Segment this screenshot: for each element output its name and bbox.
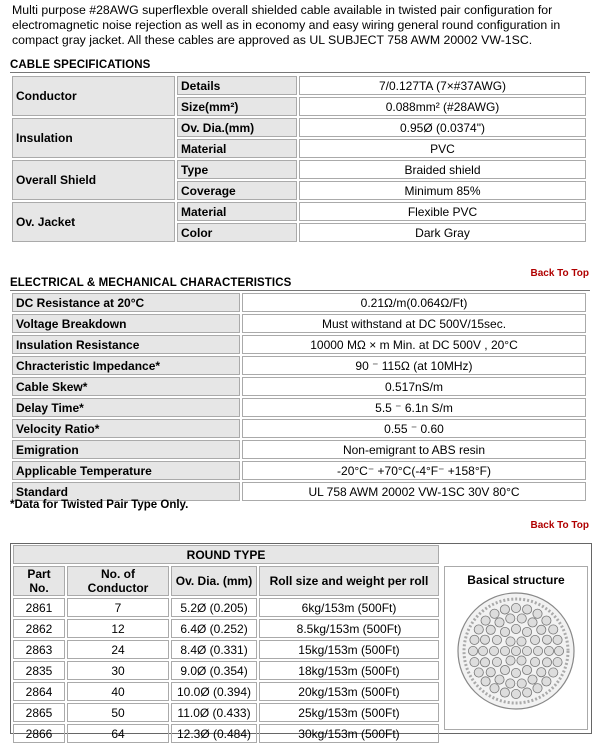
conductor-circle	[511, 603, 520, 612]
intro-text: Multi purpose #28AWG superflexble overall shielded cable available in twisted pair configuration for electromagnetic noise rejection as well as in economy and easy wiring general round configuration in compact gray jacket. All these cables are approved as UL SUBJECT 758 AWM 20002 VW-1SC.	[12, 3, 561, 47]
conductor-circle	[517, 679, 526, 688]
table-row	[13, 724, 439, 743]
column-header: Ov. Dia. (mm)	[171, 566, 257, 596]
conductor-circle	[486, 625, 495, 634]
characteristic-label: Cable Skew*	[12, 377, 240, 396]
conductor-circle	[522, 665, 531, 674]
conductor-circle	[542, 635, 551, 644]
table-row	[13, 640, 439, 659]
value-cell: 0.088mm² (#28AWG)	[299, 97, 586, 116]
table-row	[12, 419, 586, 438]
electrical-characteristics-table	[10, 291, 588, 503]
value-cell: Minimum 85%	[299, 181, 586, 200]
roll-size-cell: 8.5kg/153m (500Ft)	[259, 619, 439, 638]
conductor-circle	[522, 627, 531, 636]
sub-label: Material	[177, 202, 297, 221]
table-row	[13, 703, 439, 722]
value-cell: Braided shield	[299, 160, 586, 179]
section-divider	[10, 72, 590, 73]
conductor-circle	[511, 689, 520, 698]
conductor-circle	[486, 668, 495, 677]
table-row	[12, 440, 586, 459]
characteristic-value: Non-emigrant to ABS resin	[242, 440, 586, 459]
column-header: Part No.	[13, 566, 65, 596]
column-header: Roll size and weight per roll	[259, 566, 439, 596]
conductor-count-cell: 40	[67, 682, 169, 701]
conductor-circle	[523, 688, 532, 697]
characteristic-value: -20°C⁻ +70°C(-4°F⁻ +158°F)	[242, 461, 586, 480]
part-number-cell: 2835	[13, 661, 65, 680]
conductor-circle	[553, 658, 562, 667]
conductor-circle	[470, 658, 479, 667]
conductor-circle	[506, 637, 515, 646]
ov-dia-cell: 12.3Ø (0.484)	[171, 724, 257, 743]
table-row	[12, 76, 586, 95]
sub-label: Type	[177, 160, 297, 179]
conductor-circle	[517, 656, 526, 665]
conductor-circle	[511, 668, 520, 677]
sub-label: Material	[177, 139, 297, 158]
table-row	[12, 461, 586, 480]
round-type-title: ROUND TYPE	[13, 545, 439, 564]
ov-dia-cell: 9.0Ø (0.354)	[171, 661, 257, 680]
cable-cross-section-diagram	[445, 587, 587, 717]
conductor-count-cell: 30	[67, 661, 169, 680]
roll-size-cell: 6kg/153m (500Ft)	[259, 598, 439, 617]
conductor-circle	[553, 635, 562, 644]
ov-dia-cell: 5.2Ø (0.205)	[171, 598, 257, 617]
conductor-circle	[468, 646, 477, 655]
conductor-circle	[537, 625, 546, 634]
conductor-circle	[495, 618, 504, 627]
conductor-count-cell: 64	[67, 724, 169, 743]
table-row	[13, 661, 439, 680]
conductor-circle	[480, 658, 489, 667]
conductor-circle	[470, 635, 479, 644]
characteristic-value: UL 758 AWM 20002 VW-1SC 30V 80°C	[242, 482, 586, 501]
conductor-circle	[533, 609, 542, 618]
characteristic-label: Voltage Breakdown	[12, 314, 240, 333]
table-row	[12, 356, 586, 375]
table-row	[13, 682, 439, 701]
characteristic-value: 0.517nS/m	[242, 377, 586, 396]
conductor-circle	[549, 668, 558, 677]
conductor-circle	[517, 637, 526, 646]
sub-label: Ov. Dia.(mm)	[177, 118, 297, 137]
conductor-circle	[542, 616, 551, 625]
value-cell: PVC	[299, 139, 586, 158]
characteristic-value: 90 ⁻ 115Ω (at 10MHz)	[242, 356, 586, 375]
table-row	[12, 160, 586, 179]
conductor-circle	[492, 657, 501, 666]
conductor-circle	[474, 668, 483, 677]
conductor-circle	[490, 609, 499, 618]
table-header-row	[13, 566, 439, 596]
conductor-circle	[533, 646, 542, 655]
group-label: Overall Shield	[12, 160, 175, 200]
basical-structure-panel	[444, 566, 588, 730]
conductor-circle	[554, 646, 563, 655]
characteristic-label: Emigration	[12, 440, 240, 459]
part-number-cell: 2863	[13, 640, 65, 659]
roll-size-cell: 20kg/153m (500Ft)	[259, 682, 439, 701]
conductor-circle	[481, 677, 490, 686]
conductor-circle	[489, 646, 498, 655]
characteristic-value: 0.21Ω/m(0.064Ω/Ft)	[242, 293, 586, 312]
table-row	[12, 314, 586, 333]
characteristic-label: Delay Time*	[12, 398, 240, 417]
conductor-circle	[530, 657, 539, 666]
twisted-pair-note: *Data for Twisted Pair Type Only.	[10, 499, 189, 511]
conductor-circle	[480, 635, 489, 644]
conductor-circle	[533, 684, 542, 693]
value-cell: 7/0.127TA (7×#37AWG)	[299, 76, 586, 95]
characteristic-label: Chracteristic Impedance*	[12, 356, 240, 375]
electrical-characteristics-title: ELECTRICAL & MECHANICAL CHARACTERISTICS	[10, 277, 292, 289]
table-row	[12, 202, 586, 221]
table-row	[13, 598, 439, 617]
ov-dia-cell: 6.4Ø (0.252)	[171, 619, 257, 638]
group-label: Conductor	[12, 76, 175, 116]
conductor-circle	[544, 646, 553, 655]
cable-specifications-table	[10, 74, 588, 244]
conductor-circle	[500, 627, 509, 636]
conductor-circle	[500, 605, 509, 614]
characteristic-value: 10000 MΩ × m Min. at DC 500V , 20°C	[242, 335, 586, 354]
group-label: Insulation	[12, 118, 175, 158]
characteristic-label: Velocity Ratio*	[12, 419, 240, 438]
characteristic-label: Applicable Temperature	[12, 461, 240, 480]
value-cell: Flexible PVC	[299, 202, 586, 221]
roll-size-cell: 30kg/153m (500Ft)	[259, 724, 439, 743]
conductor-count-cell: 12	[67, 619, 169, 638]
conductor-circle	[506, 656, 515, 665]
conductor-circle	[474, 625, 483, 634]
cable-specifications-title: CABLE SPECIFICATIONS	[10, 59, 151, 71]
conductor-circle	[495, 675, 504, 684]
conductor-circle	[511, 624, 520, 633]
conductor-circle	[506, 679, 515, 688]
ov-dia-cell: 10.0Ø (0.394)	[171, 682, 257, 701]
part-number-cell: 2866	[13, 724, 65, 743]
conductor-circle	[506, 614, 515, 623]
characteristic-value: Must withstand at DC 500V/15sec.	[242, 314, 586, 333]
part-number-cell: 2864	[13, 682, 65, 701]
conductor-circle	[530, 635, 539, 644]
sub-label: Coverage	[177, 181, 297, 200]
table-row	[12, 398, 586, 417]
part-number-cell: 2861	[13, 598, 65, 617]
conductor-count-cell: 50	[67, 703, 169, 722]
table-row	[12, 293, 586, 312]
conductor-circle	[490, 684, 499, 693]
table-row	[13, 619, 439, 638]
ov-dia-cell: 11.0Ø (0.433)	[171, 703, 257, 722]
table-row	[12, 335, 586, 354]
sub-label: Color	[177, 223, 297, 242]
characteristic-label: Insulation Resistance	[12, 335, 240, 354]
conductor-circle	[481, 616, 490, 625]
conductor-count-cell: 7	[67, 598, 169, 617]
table-row	[12, 377, 586, 396]
characteristic-label: DC Resistance at 20°C	[12, 293, 240, 312]
sub-label: Details	[177, 76, 297, 95]
conductor-circle	[492, 635, 501, 644]
ov-dia-cell: 8.4Ø (0.331)	[171, 640, 257, 659]
back-to-top-link[interactable]: Back To Top	[530, 520, 589, 531]
conductor-circle	[542, 677, 551, 686]
conductor-circle	[500, 665, 509, 674]
round-type-table	[11, 543, 441, 745]
sub-label: Size(mm²)	[177, 97, 297, 116]
conductor-count-cell: 24	[67, 640, 169, 659]
conductor-circle	[528, 618, 537, 627]
conductor-circle	[511, 646, 520, 655]
conductor-circle	[522, 646, 531, 655]
table-title-row	[13, 545, 439, 564]
value-cell: Dark Gray	[299, 223, 586, 242]
roll-size-cell: 18kg/153m (500Ft)	[259, 661, 439, 680]
conductor-circle	[500, 646, 509, 655]
back-to-top-link[interactable]: Back To Top	[530, 268, 589, 279]
basical-structure-label: Basical structure	[467, 573, 565, 587]
characteristic-value: 0.55 ⁻ 0.60	[242, 419, 586, 438]
column-header: No. of Conductor	[67, 566, 169, 596]
conductor-circle	[523, 605, 532, 614]
conductor-circle	[542, 658, 551, 667]
characteristic-value: 5.5 ⁻ 6.1n S/m	[242, 398, 586, 417]
conductor-circle	[528, 675, 537, 684]
conductor-circle	[537, 668, 546, 677]
conductor-circle	[500, 688, 509, 697]
roll-size-cell: 15kg/153m (500Ft)	[259, 640, 439, 659]
table-row	[12, 118, 586, 137]
part-number-cell: 2865	[13, 703, 65, 722]
characteristic-label: Standard	[12, 482, 240, 501]
group-label: Ov. Jacket	[12, 202, 175, 242]
conductor-circle	[478, 646, 487, 655]
value-cell: 0.95Ø (0.0374")	[299, 118, 586, 137]
conductor-circle	[549, 625, 558, 634]
roll-size-cell: 25kg/153m (500Ft)	[259, 703, 439, 722]
conductor-circle	[517, 614, 526, 623]
part-number-cell: 2862	[13, 619, 65, 638]
